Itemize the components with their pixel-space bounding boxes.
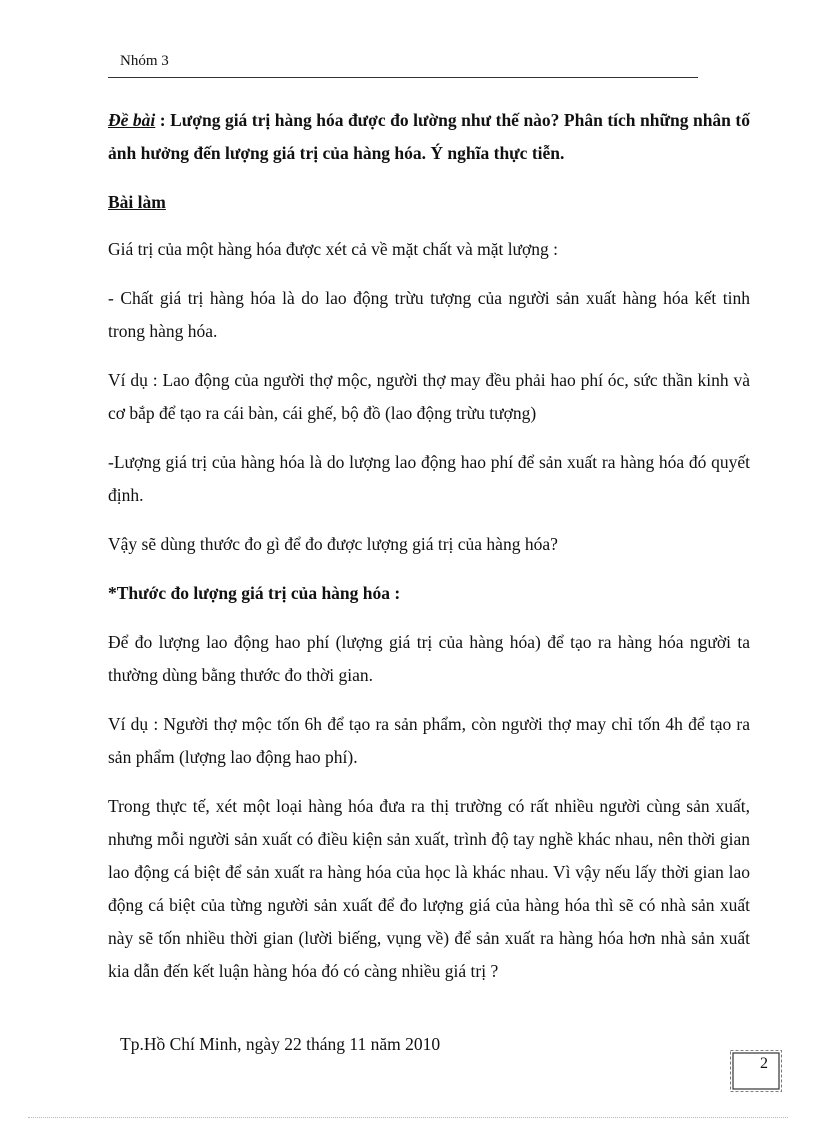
page-number-box	[729, 1047, 781, 1091]
paragraph: Trong thực tế, xét một loại hàng hóa đưa ra thị trường có rất nhiều người cùng sản xuất, nhưng mỗi người sản xuất có điều kiện sản xuất, trình độ tay nghề khác nhau, nên thời gian lao động cá biệt để sản xuất ra hàng hóa của học là khác nhau. Vì vậy nếu lấy thời gian lao động cá biệt của từng người sản xuất để đo lượng giá của hàng hóa thì sẽ có nhà sản xuất này sẽ tốn nhiều thời gian (lười biếng, vụng về) để sản xuất ra hàng hóa hơn nhà sản xuất kia dẫn đến kết luận hàng hóa đó có càng nhiều giá trị ?	[108, 796, 750, 981]
paragraph: - Chất giá trị hàng hóa là do lao động trừu tượng của người sản xuất hàng hóa kết tinh trong hàng hóa.	[108, 288, 750, 341]
page-bottom-divider	[28, 1117, 788, 1118]
page-number: 2	[760, 1055, 768, 1072]
topic-separator: :	[155, 110, 171, 130]
paragraph: -Lượng giá trị của hàng hóa là do lượng lao động hao phí để sản xuất ra hàng hóa đó quyết định.	[108, 452, 750, 505]
group-header: Nhóm 3	[120, 53, 169, 69]
document-body	[108, 104, 750, 1004]
paragraph: Ví dụ : Người thợ mộc tốn 6h để tạo ra sản phẩm, còn người thợ may chỉ tốn 4h để tạo ra sản phẩm (lượng lao động hao phí).	[108, 714, 750, 767]
topic	[108, 104, 750, 170]
subheading: *Thước đo lượng giá trị của hàng hóa :	[108, 583, 401, 603]
topic-label: Đề bài	[108, 110, 156, 130]
paragraph: Để đo lượng lao động hao phí (lượng giá trị của hàng hóa) để tạo ra hàng hóa người ta thường dùng bằng thước đo thời gian.	[108, 632, 750, 685]
paragraph: Ví dụ : Lao động của người thợ mộc, người thợ may đều phải hao phí óc, sức thần kinh và cơ bắp để tạo ra cái bàn, cái ghế, bộ đồ (lao động trừu tượng)	[108, 370, 750, 423]
paragraph: Giá trị của một hàng hóa được xét cả về mặt chất và mặt lượng :	[108, 239, 559, 259]
header-divider	[108, 77, 698, 78]
topic-text: Lượng giá trị hàng hóa được đo lường như thế nào? Phân tích những nhân tố ảnh hưởng đến lượng giá trị của hàng hóa. Ý nghĩa thực tiễn.	[108, 110, 750, 163]
place-date: Tp.Hồ Chí Minh, ngày 22 tháng 11 năm 2010	[120, 1034, 441, 1054]
section-title: Bài làm	[108, 192, 166, 212]
paragraph: Vậy sẽ dùng thước đo gì để đo được lượng giá trị của hàng hóa?	[108, 534, 558, 554]
